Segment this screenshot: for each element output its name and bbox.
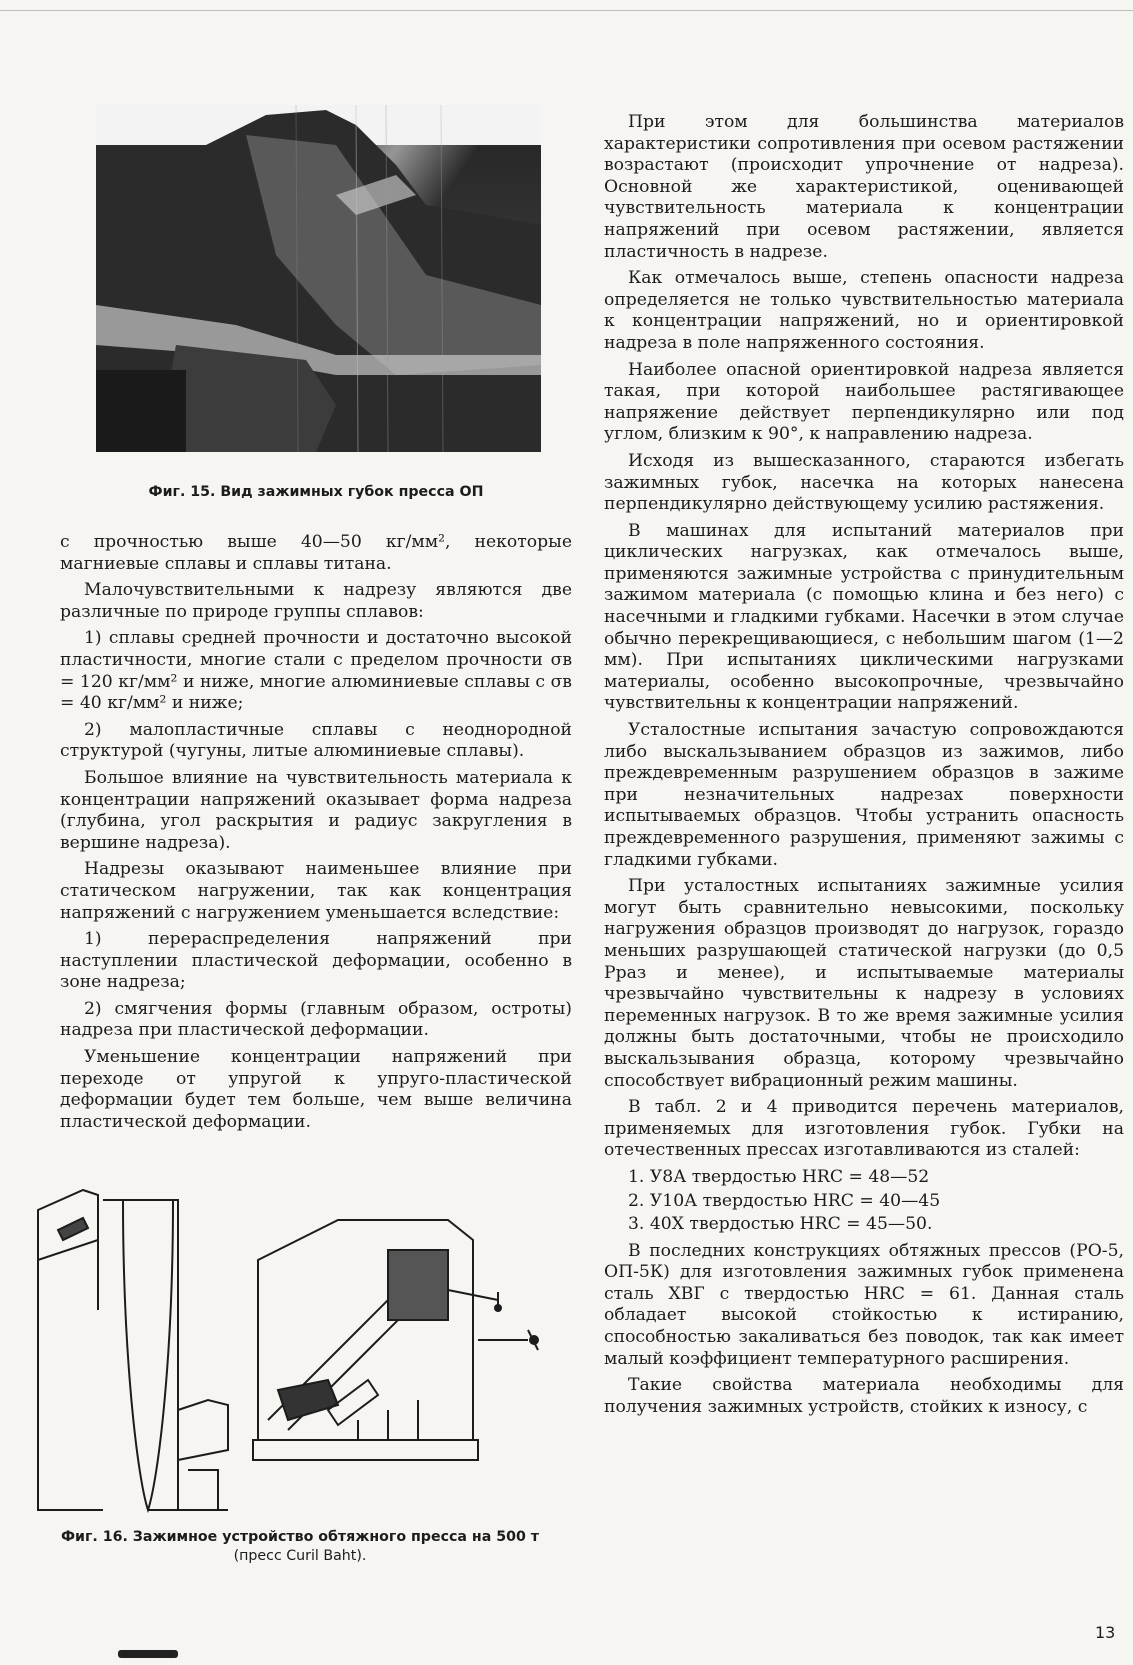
figure-16-caption	[28, 1528, 572, 1566]
left-paragraph: Надрезы оказывают наименьшее влияние при статическом нагружении, так как концентрация напряжений с нагружением уменьшается вследствие:	[60, 859, 572, 923]
left-paragraph: 2) смягчения формы (главным образом, остроты) надреза при пластической деформации.	[60, 998, 572, 1041]
page-number: 13	[1095, 1623, 1116, 1642]
scan-blemish	[118, 1650, 178, 1658]
left-paragraph: с прочностью выше 40—50 кг/мм², некоторые магниевые сплавы и сплавы титана.	[60, 532, 572, 574]
right-paragraph: В табл. 2 и 4 приводится перечень материалов, применяемых для изготовления губок. Губки на отечественных прессах изготавливаются из сталей:	[604, 1097, 1124, 1161]
right-list-item: 2. У10А твердостью HRC = 40—45	[628, 1190, 941, 1211]
left-paragraph: 2) малопластичные сплавы с неоднородной структурой (чугуны, литые алюминиевые сплавы).	[60, 719, 572, 762]
right-column	[604, 112, 1124, 1423]
right-paragraph: При усталостных испытаниях зажимные усилия могут быть сравнительно невысокими, поскольку нагружения образцов производят до нагрузок, гораздо меньших разрушающей статической нагрузки (до 0,5 Pраз и менее), и испытываемые материалы чрезвычайно чувствительны к надрезу в условиях переменных нагрузок. В то же время зажимные усилия должны быть достаточными, чтобы не происходило выскальзывания образца, которому чрезвычайно способствует вибрационный режим машины.	[604, 876, 1124, 1091]
right-paragraph: Как отмечалось выше, степень опасности надреза определяется не только чувствительностью материала к концентрации напряжений, но и ориентировкой надреза в поле напряженного состояния.	[604, 268, 1124, 353]
right-paragraph: Наиболее опасной ориентировкой надреза является такая, при которой наибольшее растягивающее напряжение действует перпендикулярно или под углом, близким к 90°, к направлению надреза.	[604, 359, 1124, 445]
figure-16-drawing	[28, 1180, 568, 1520]
left-paragraph: 1) перераспределения напряжений при наступлении пластической деформации, особенно в зоне надреза;	[60, 929, 572, 993]
figure-16-caption-line1: Фиг. 16. Зажимное устройство обтяжного пресса на 500 т	[60, 1529, 540, 1545]
right-list-item: 3. 40Х твердостью HRC = 45—50.	[628, 1214, 933, 1235]
figure-15-caption: Фиг. 15. Вид зажимных губок пресса ОП	[148, 484, 484, 500]
top-rule	[0, 10, 1133, 11]
right-paragraph: Исходя из вышесказанного, стараются избегать зажимных губок, насечка на которых нанесена перпендикулярно действующему усилию растяжения.	[604, 450, 1124, 515]
left-paragraph: Малочувствительными к надрезу являются две различные по природе группы сплавов:	[60, 580, 572, 622]
left-column	[60, 532, 572, 1138]
left-paragraph: Большое влияние на чувствительность материала к концентрации напряжений оказывает форма надреза (глубина, угол раскрытия и радиус закругления в вершине надреза).	[60, 767, 572, 853]
right-paragraph: В машинах для испытаний материалов при циклических нагрузках, как отмечалось выше, применяются зажимные устройства с принудительным зажимом материала (с помощью клина и без него) с насечными и гладкими губками. Насечки в этом случае обычно перекрещивающиеся, с небольшим шагом (1—2 мм). При испытаниях циклическими нагрузками материалы, особенно высокопрочные, чрезвычайно чувствительны к концентрации напряжений.	[604, 520, 1124, 714]
right-paragraph: Такие свойства материала необходимы для получения зажимных устройств, стойких к износу, с	[604, 1375, 1124, 1417]
right-paragraph: При этом для большинства материалов характеристики сопротивления при осевом растяжении возрастают (происходит упрочнение от надреза). Основной же характеристикой, оценивающей чувствительность материала к концентрации напряжений при осевом растяжении, является пластичность в надрезе.	[604, 112, 1124, 262]
figure-16-caption-line2: (пресс Curil Baht).	[233, 1548, 367, 1564]
right-paragraph: В последних конструкциях обтяжных прессов (РО-5, ОП-5К) для изготовления зажимных губок применена сталь ХВГ с твердостью HRC = 61. Данная сталь обладает высокой стойкостью к истиранию, способностью закаливаться без поводок, так как имеет малый коэффициент температурного расширения.	[604, 1240, 1124, 1369]
figure-15-photo	[96, 105, 541, 452]
left-paragraph: Уменьшение концентрации напряжений при переходе от упругой к упруго-пластической деформации будет тем больше, чем выше величина пластической деформации.	[60, 1047, 572, 1132]
left-paragraph: 1) сплавы средней прочности и достаточно высокой пластичности, многие стали с пределом прочности σв = 120 кг/мм² и ниже, многие алюминиевые сплавы с σв = 40 кг/мм² и ниже;	[60, 628, 572, 714]
right-list-item: 1. У8А твердостью HRC = 48—52	[628, 1166, 930, 1187]
right-paragraph: Усталостные испытания зачастую сопровождаются либо выскальзыванием образцов из зажимов, либо преждевременным разрушением образцов в зажиме при незначительных надрезах поверхности испытываемых образцов. Чтобы устранить опасность преждевременного разрушения, применяют зажимы с гладкими губками.	[604, 720, 1124, 870]
